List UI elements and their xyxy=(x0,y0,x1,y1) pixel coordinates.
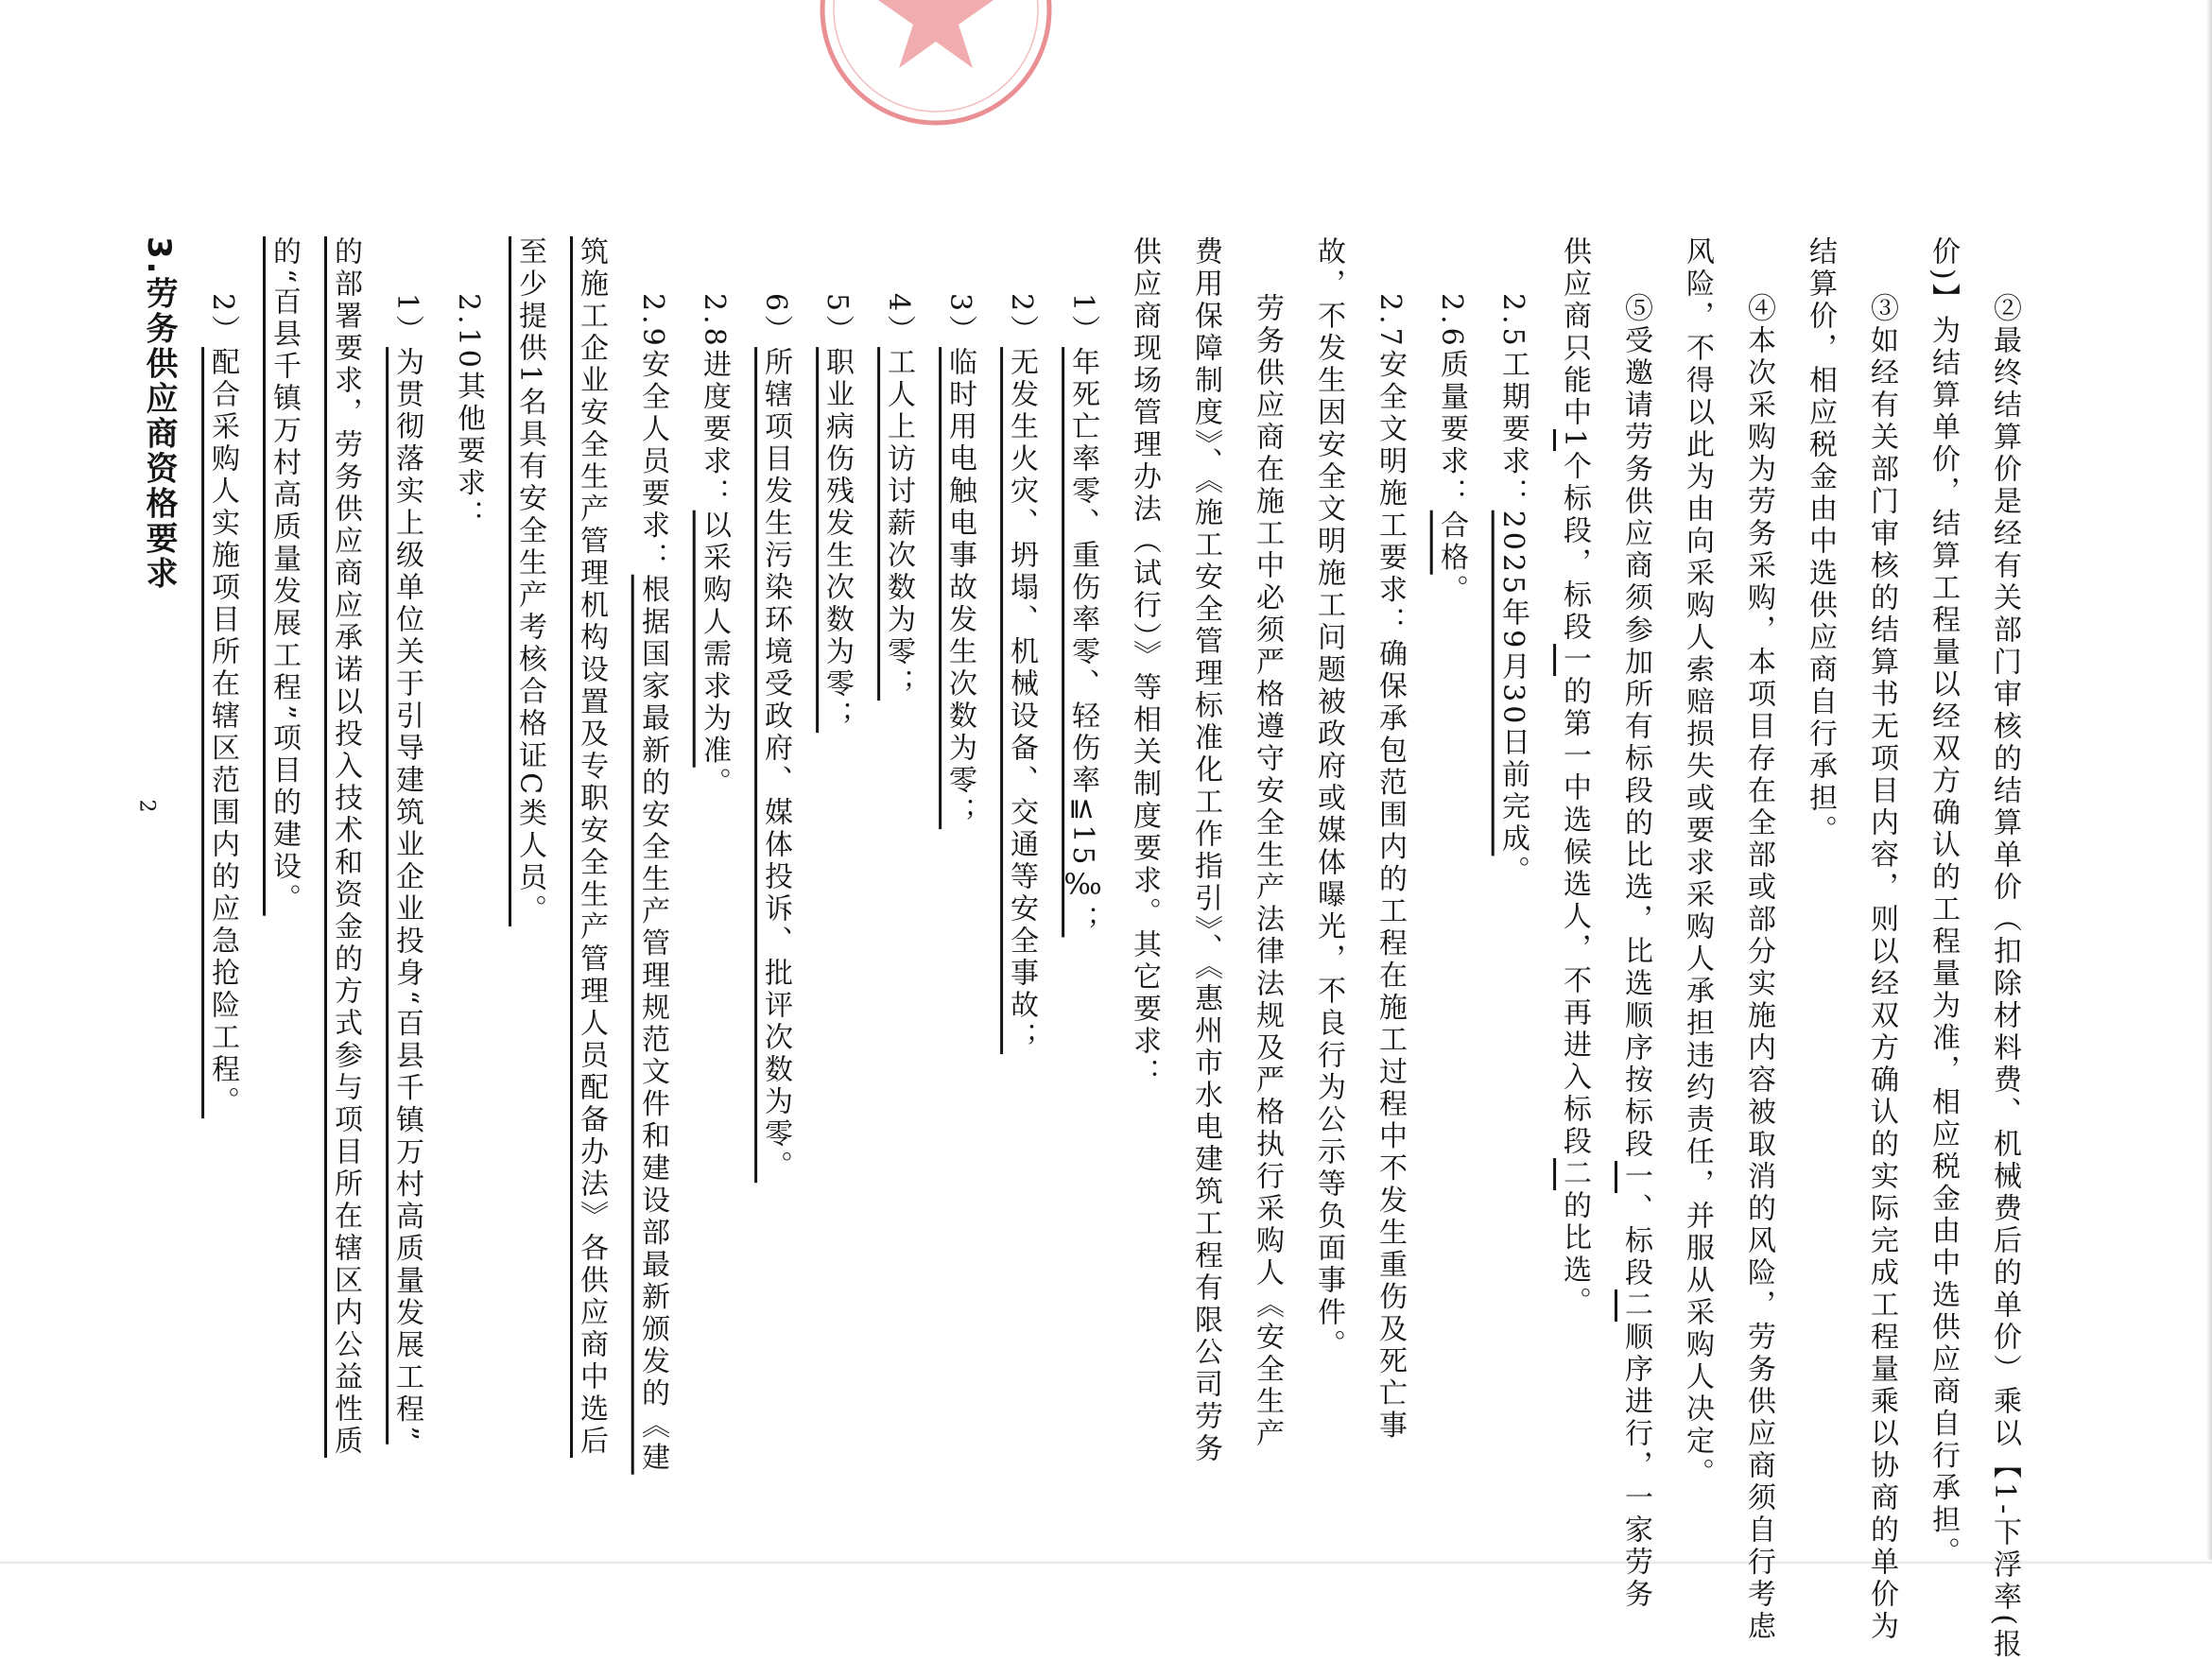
text-run: 3.劳务供应商资格要求 xyxy=(140,236,178,592)
underlined-text: 职业病伤残发生次数为零； xyxy=(821,347,854,734)
text-run: 的比选。 xyxy=(1558,1190,1591,1320)
text-run: 。 xyxy=(1435,574,1468,607)
underlined-text: 的部署要求，劳务供应商应承诺以投入技术和资金的方式参与项目所在辖区内公益性质 xyxy=(329,236,362,1458)
underlined-text: 筑施工企业安全生产管理机构设置及专职安全生产管理人员配备办法》各供应商中选后 xyxy=(575,236,608,1458)
text-line xyxy=(575,236,608,1458)
text-run: 顺序进行，一家劳务 xyxy=(1619,1322,1652,1611)
underlined-text: 以采购人需求为准 xyxy=(698,510,731,768)
text-line xyxy=(515,236,544,1418)
text-line xyxy=(636,236,669,1475)
text-line xyxy=(452,236,485,1418)
text-run: 2） xyxy=(206,293,239,348)
text-line xyxy=(1927,236,1960,1569)
text-line xyxy=(1068,236,1097,1418)
underlined-text: 配合采购人实施项目所在辖区范围内的应急抢险工程。 xyxy=(206,347,239,1119)
text-run: 结算价，相应税金由中选供应商自行承担。 xyxy=(1804,236,1837,847)
text-run: ⑤受邀请劳务供应商须参加所有标段的比选，比选顺序按标段 xyxy=(1619,293,1652,1161)
underlined-text: 至少提供1名具有安全生产考核合格证C类人员。 xyxy=(513,236,546,927)
text-line xyxy=(390,236,423,1445)
text-run: 。 xyxy=(1496,856,1529,889)
text-line xyxy=(1374,236,1407,1443)
text-run: 2.6质量要求： xyxy=(1435,293,1468,510)
text-line xyxy=(1189,236,1222,1465)
text-run: 价)】为结算单价，结算工程量以经双方确认的工程量为准，相应税金由中选供应商自行承担。 xyxy=(1927,236,1960,1569)
text-line xyxy=(1251,236,1284,1450)
text-line xyxy=(821,236,854,1418)
underlined-text: 二 xyxy=(1558,1158,1591,1191)
text-run: 2.10其他要求： xyxy=(452,293,485,532)
underlined-text: 为贯彻落实上级单位关于引导建筑业企业投身“百县千镇万村高质量发展工程” xyxy=(390,347,423,1445)
seal-star-icon xyxy=(875,0,996,68)
text-line xyxy=(206,236,239,1418)
text-line xyxy=(1312,236,1345,1418)
text-run: 4） xyxy=(882,293,915,348)
text-line xyxy=(1498,236,1527,1418)
text-line xyxy=(1619,236,1652,1611)
text-line xyxy=(1005,236,1038,1418)
text-run: 2.9安全人员要求： xyxy=(636,293,669,575)
text-line xyxy=(1128,236,1161,1418)
text-run: 1） xyxy=(1066,293,1099,348)
underlined-text: 无发生火灾、坍塌、机械设备、交通等安全事故； xyxy=(1005,347,1038,1055)
text-line xyxy=(1865,236,1898,1643)
text-run: 2.8进度要求： xyxy=(698,293,731,510)
text-run: 3） xyxy=(943,293,976,348)
text-run: 1） xyxy=(390,293,423,348)
text-run: 个标段，标段 xyxy=(1558,451,1591,645)
text-run: 2.7安全文明施工要求：确保承包范围内的工程在施工过程中不发生重伤及死亡事 xyxy=(1374,293,1407,1443)
underlined-text: 2025年9月30日前完成 xyxy=(1496,510,1529,856)
underlined-text: 一 xyxy=(1619,1161,1652,1193)
text-line xyxy=(1681,236,1714,1490)
text-run: 风险，不得以此为由向采购人索赔损失或要求采购人承担违约责任，并服从采购人决定。 xyxy=(1681,236,1714,1490)
text-run: 2） xyxy=(1005,293,1038,348)
text-run: ④本次采购为劳务采购，本项目存在全部或部分实施内容被取消的风险，劳务供应商须自行考虑 xyxy=(1742,293,1775,1643)
section-heading xyxy=(140,236,178,1418)
text-line xyxy=(329,236,362,1458)
red-seal-stamp xyxy=(813,0,1059,132)
text-line xyxy=(1558,236,1591,1418)
underlined-text: 二 xyxy=(1619,1289,1652,1322)
underlined-text: 所辖项目发生污染环境受政府、媒体投诉、批评次数为零。 xyxy=(759,347,792,1184)
underlined-text: 临时用电触电事故发生次数为零； xyxy=(943,347,976,830)
text-run: ②最终结算价是经有关部门审核的结算单价（扣除材料费、机械费后的单价）乘以【1-下浮率(报 xyxy=(1988,293,2021,1661)
text-run: 劳务供应商在施工中必须严格遵守安全生产法律法规及严格执行采购人《安全生产 xyxy=(1251,293,1284,1450)
text-run: 供应商只能中 xyxy=(1558,236,1591,429)
scan-edge-shadow xyxy=(2206,0,2212,1564)
text-run: 。 xyxy=(698,767,731,800)
text-line xyxy=(1435,236,1468,1418)
text-line xyxy=(1804,236,1837,1418)
text-run: 故，不发生因安全文明施工问题被政府或媒体曝光，不良行为公示等负面事件。 xyxy=(1312,236,1345,1361)
underlined-text: 的“百县千镇万村高质量发展工程”项目的建设。 xyxy=(268,236,301,916)
underlined-text: 根据国家最新的安全生产管理规范文件和建设部最新颁发的《建 xyxy=(636,574,669,1475)
text-line xyxy=(268,236,301,1418)
text-run: 2.5工期要求： xyxy=(1496,293,1529,510)
document-body xyxy=(110,236,2021,1661)
text-line xyxy=(759,236,792,1418)
text-run: 费用保障制度》、《施工安全管理标准化工作指引》、《惠州市水电建筑工程有限公司劳务 xyxy=(1189,236,1222,1465)
underlined-text: 合格 xyxy=(1435,510,1468,575)
text-run: 5） xyxy=(821,293,854,348)
underlined-text: 1 xyxy=(1558,429,1591,452)
text-run: 6） xyxy=(759,293,792,348)
text-line xyxy=(1988,236,2021,1661)
text-line xyxy=(882,236,915,1418)
underlined-text: 年死亡率零、重伤率零、轻伤率≦15‰； xyxy=(1066,347,1099,938)
page-number: 2 xyxy=(134,799,159,813)
text-run: 的第一中选候选人，不再进入标段 xyxy=(1558,676,1591,1159)
text-line xyxy=(698,236,731,1418)
text-line xyxy=(1742,236,1775,1643)
underlined-text: 一 xyxy=(1558,644,1591,677)
underlined-text: 工人上访讨薪次数为零； xyxy=(882,347,915,701)
text-line xyxy=(945,236,974,1418)
text-run: 、标段 xyxy=(1619,1193,1652,1289)
text-run: 供应商现场管理办法（试行）》等相关制度要求。其它要求： xyxy=(1128,236,1161,1090)
text-run: ③如经有关部门审核的结算书无项目内容，则以经双方确认的实际完成工程量乘以协商的单价为 xyxy=(1865,293,1898,1643)
